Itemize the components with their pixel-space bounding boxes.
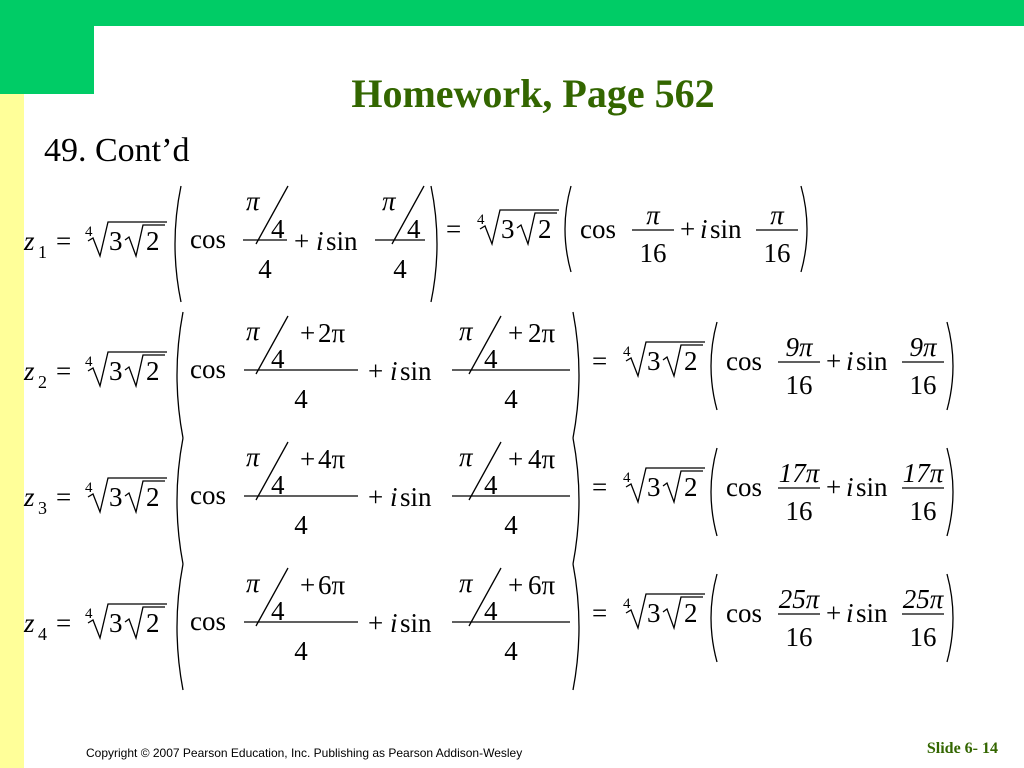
equation-z1 bbox=[23, 186, 807, 302]
slash-fraction-numerator: π bbox=[246, 568, 260, 598]
sin-added-angle: 6π bbox=[528, 570, 556, 600]
result-sin-denominator: 16 bbox=[909, 622, 937, 652]
imaginary-i: i bbox=[390, 356, 398, 386]
slash-fraction-denominator: 4 bbox=[271, 596, 285, 626]
result-cos-denominator: 16 bbox=[785, 496, 813, 526]
result-sin-numerator: 17π bbox=[902, 458, 944, 488]
slash-fraction-numerator: π bbox=[382, 186, 396, 216]
root-index: 4 bbox=[85, 224, 93, 240]
sqrt-argument: 2 bbox=[146, 608, 160, 638]
sin-fraction-denominator: 4 bbox=[504, 636, 518, 666]
root-index: 4 bbox=[477, 212, 485, 228]
imaginary-i: i bbox=[390, 482, 398, 512]
result-cos-denominator: 16 bbox=[639, 238, 667, 268]
right-paren bbox=[431, 186, 437, 302]
root-coefficient: 3 bbox=[109, 356, 123, 386]
variable-z: z bbox=[24, 608, 35, 638]
root-index: 4 bbox=[85, 606, 93, 622]
imaginary-i: i bbox=[390, 608, 398, 638]
result-sin-label: sin bbox=[710, 214, 742, 244]
root-index: 4 bbox=[85, 480, 93, 496]
result-cos-numerator: π bbox=[646, 200, 660, 230]
variable-z: z bbox=[24, 356, 35, 386]
cos-fraction-denominator: 4 bbox=[294, 510, 308, 540]
variable-z-subscript: 3 bbox=[38, 498, 47, 518]
left-paren bbox=[175, 186, 181, 302]
plus-sign: + bbox=[368, 356, 384, 386]
right-paren bbox=[947, 322, 953, 410]
sqrt-argument: 2 bbox=[146, 356, 160, 386]
imaginary-i: i bbox=[846, 346, 854, 376]
equals-sign: = bbox=[56, 226, 72, 256]
cos-label: cos bbox=[190, 354, 226, 384]
right-paren bbox=[573, 438, 579, 564]
variable-z: z bbox=[24, 482, 35, 512]
cos-label: cos bbox=[190, 480, 226, 510]
right-paren bbox=[573, 312, 579, 438]
result-cos-denominator: 16 bbox=[785, 370, 813, 400]
left-paren bbox=[177, 312, 183, 438]
copyright-footer: Copyright © 2007 Pearson Education, Inc. Publishing as Pearson Addison-Wesley bbox=[86, 746, 523, 760]
left-paren bbox=[177, 564, 183, 690]
equals-sign: = bbox=[592, 598, 608, 628]
slash-fraction-denominator: 4 bbox=[407, 214, 421, 244]
plus-sign: + bbox=[294, 226, 310, 256]
sqrt-argument: 2 bbox=[146, 482, 160, 512]
right-paren bbox=[947, 448, 953, 536]
sin-label: sin bbox=[400, 356, 432, 386]
slash-fraction-denominator: 4 bbox=[484, 596, 498, 626]
equals-sign: = bbox=[56, 608, 72, 638]
variable-z: z bbox=[24, 226, 35, 256]
cos-added-angle: 4π bbox=[318, 444, 346, 474]
result-cos-label: cos bbox=[580, 214, 616, 244]
equation-z2 bbox=[23, 312, 953, 438]
variable-z-subscript: 4 bbox=[38, 624, 47, 644]
equals-sign: = bbox=[446, 214, 462, 244]
slash-fraction-denominator: 4 bbox=[271, 214, 285, 244]
plus-sign: + bbox=[368, 608, 384, 638]
cos-label: cos bbox=[190, 606, 226, 636]
slash-fraction-denominator: 4 bbox=[484, 344, 498, 374]
plus-sign: + bbox=[826, 346, 842, 376]
equals-sign: = bbox=[56, 482, 72, 512]
root-coefficient: 3 bbox=[501, 214, 515, 244]
cos-label: cos bbox=[190, 224, 226, 254]
slash-fraction-numerator: π bbox=[246, 442, 260, 472]
result-sin-denominator: 16 bbox=[909, 370, 937, 400]
left-paren bbox=[711, 322, 717, 410]
root-index: 4 bbox=[85, 354, 93, 370]
left-paren bbox=[177, 438, 183, 564]
left-paren bbox=[711, 574, 717, 662]
cos-fraction-denominator: 4 bbox=[294, 384, 308, 414]
imaginary-i: i bbox=[316, 226, 324, 256]
slide-title: Homework, Page 562 bbox=[351, 71, 715, 116]
root-coefficient: 3 bbox=[109, 226, 123, 256]
sqrt-argument: 2 bbox=[684, 346, 698, 376]
plus-sign: + bbox=[508, 318, 524, 348]
slash-fraction-numerator: π bbox=[459, 568, 473, 598]
result-sin-denominator: 16 bbox=[909, 496, 937, 526]
cos-added-angle: 2π bbox=[318, 318, 346, 348]
sqrt-argument: 2 bbox=[684, 598, 698, 628]
plus-sign: + bbox=[508, 570, 524, 600]
equals-sign: = bbox=[592, 346, 608, 376]
imaginary-i: i bbox=[700, 214, 708, 244]
root-coefficient: 3 bbox=[647, 598, 661, 628]
plus-sign: + bbox=[826, 472, 842, 502]
right-paren bbox=[573, 564, 579, 690]
result-sin-label: sin bbox=[856, 346, 888, 376]
sqrt-argument: 2 bbox=[684, 472, 698, 502]
right-paren bbox=[947, 574, 953, 662]
root-coefficient: 3 bbox=[109, 608, 123, 638]
root-index: 4 bbox=[623, 470, 631, 486]
cos-fraction-denominator: 4 bbox=[258, 254, 272, 284]
sin-added-angle: 4π bbox=[528, 444, 556, 474]
sin-fraction-denominator: 4 bbox=[393, 254, 407, 284]
root-coefficient: 3 bbox=[647, 472, 661, 502]
slash-fraction-numerator: π bbox=[246, 316, 260, 346]
problem-label: 49. Cont’d bbox=[44, 132, 190, 169]
result-sin-label: sin bbox=[856, 472, 888, 502]
plus-sign: + bbox=[300, 444, 316, 474]
slide-number: Slide 6- 14 bbox=[926, 740, 998, 757]
result-cos-label: cos bbox=[726, 346, 762, 376]
plus-sign: + bbox=[300, 570, 316, 600]
result-cos-label: cos bbox=[726, 598, 762, 628]
cos-fraction-denominator: 4 bbox=[294, 636, 308, 666]
equals-sign: = bbox=[592, 472, 608, 502]
plus-sign: + bbox=[508, 444, 524, 474]
equals-sign: = bbox=[56, 356, 72, 386]
root-coefficient: 3 bbox=[647, 346, 661, 376]
equation-z4 bbox=[23, 564, 953, 690]
result-sin-label: sin bbox=[856, 598, 888, 628]
sqrt-argument: 2 bbox=[538, 214, 552, 244]
imaginary-i: i bbox=[846, 598, 854, 628]
sin-label: sin bbox=[400, 608, 432, 638]
plus-sign: + bbox=[368, 482, 384, 512]
cos-added-angle: 6π bbox=[318, 570, 346, 600]
plus-sign: + bbox=[300, 318, 316, 348]
root-index: 4 bbox=[623, 596, 631, 612]
left-paren bbox=[711, 448, 717, 536]
result-sin-denominator: 16 bbox=[763, 238, 791, 268]
result-cos-numerator: 25π bbox=[778, 584, 820, 614]
plus-sign: + bbox=[826, 598, 842, 628]
result-sin-numerator: π bbox=[770, 200, 784, 230]
root-coefficient: 3 bbox=[109, 482, 123, 512]
imaginary-i: i bbox=[846, 472, 854, 502]
slash-fraction-numerator: π bbox=[459, 442, 473, 472]
result-cos-denominator: 16 bbox=[785, 622, 813, 652]
result-cos-label: cos bbox=[726, 472, 762, 502]
root-index: 4 bbox=[623, 344, 631, 360]
sin-label: sin bbox=[326, 226, 358, 256]
sin-fraction-denominator: 4 bbox=[504, 510, 518, 540]
result-sin-numerator: 25π bbox=[902, 584, 944, 614]
slash-fraction-numerator: π bbox=[459, 316, 473, 346]
slash-fraction-denominator: 4 bbox=[271, 344, 285, 374]
sqrt-argument: 2 bbox=[146, 226, 160, 256]
slash-fraction-numerator: π bbox=[246, 186, 260, 216]
equation-z3 bbox=[23, 438, 953, 564]
result-cos-numerator: 17π bbox=[778, 458, 820, 488]
result-sin-numerator: 9π bbox=[909, 332, 937, 362]
sin-fraction-denominator: 4 bbox=[504, 384, 518, 414]
left-paren bbox=[565, 186, 571, 272]
right-paren bbox=[801, 186, 807, 272]
sin-added-angle: 2π bbox=[528, 318, 556, 348]
variable-z-subscript: 2 bbox=[38, 372, 47, 392]
slash-fraction-denominator: 4 bbox=[271, 470, 285, 500]
result-cos-numerator: 9π bbox=[785, 332, 813, 362]
plus-sign: + bbox=[680, 214, 696, 244]
sin-label: sin bbox=[400, 482, 432, 512]
variable-z-subscript: 1 bbox=[38, 242, 47, 262]
slash-fraction-denominator: 4 bbox=[484, 470, 498, 500]
